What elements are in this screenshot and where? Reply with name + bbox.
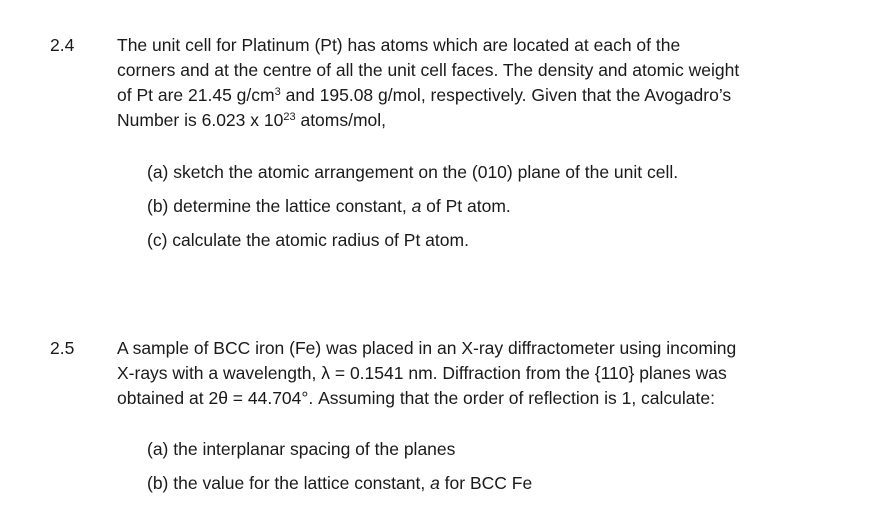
question-line: Number is 6.023 x $10^{23}$ atoms/mol, <box>117 110 387 130</box>
question-line: A sample of BCC iron (Fe) was placed in an X-ray diffractometer using incoming <box>117 338 737 358</box>
superscript: 3 <box>274 86 281 98</box>
question-text <box>117 336 817 411</box>
subpart-item: (a) the interplanar spacing of the planes <box>147 439 456 459</box>
question-line: corners and at the centre of all the unit cell faces. The density and atomic weight <box>117 60 740 80</box>
question-line: obtained at 2θ = 44.704°. Assuming that the order of reflection is 1, calculate: <box>117 388 715 408</box>
question-number: 2.5 <box>50 338 75 358</box>
subpart-list <box>147 160 847 262</box>
subpart-list <box>147 437 847 505</box>
question-line: of Pt are 21.45 $g/cm^3$ and 195.08 g/mol, respectively. Given that the Avogadro’s <box>117 85 732 105</box>
question-number: 2.4 <box>50 35 75 55</box>
question-line: X-rays with a wavelength, λ = 0.1541 nm. Diffraction from the {110} planes was <box>117 363 727 383</box>
superscript: 23 <box>283 111 296 123</box>
subpart-item: (b) determine the lattice constant, a of Pt atom. <box>147 196 511 216</box>
cropped-text-fragment <box>0 0 891 2</box>
subpart-item: (b) the value for the lattice constant, a for BCC Fe <box>147 473 533 493</box>
subpart-item: (c) calculate the atomic radius of Pt atom. <box>147 230 469 250</box>
question-text <box>117 33 817 133</box>
subpart-item: (a) sketch the atomic arrangement on the (010) plane of the unit cell. <box>147 162 679 182</box>
question-line: The unit cell for Platinum (Pt) has atoms which are located at each of the <box>117 35 681 55</box>
